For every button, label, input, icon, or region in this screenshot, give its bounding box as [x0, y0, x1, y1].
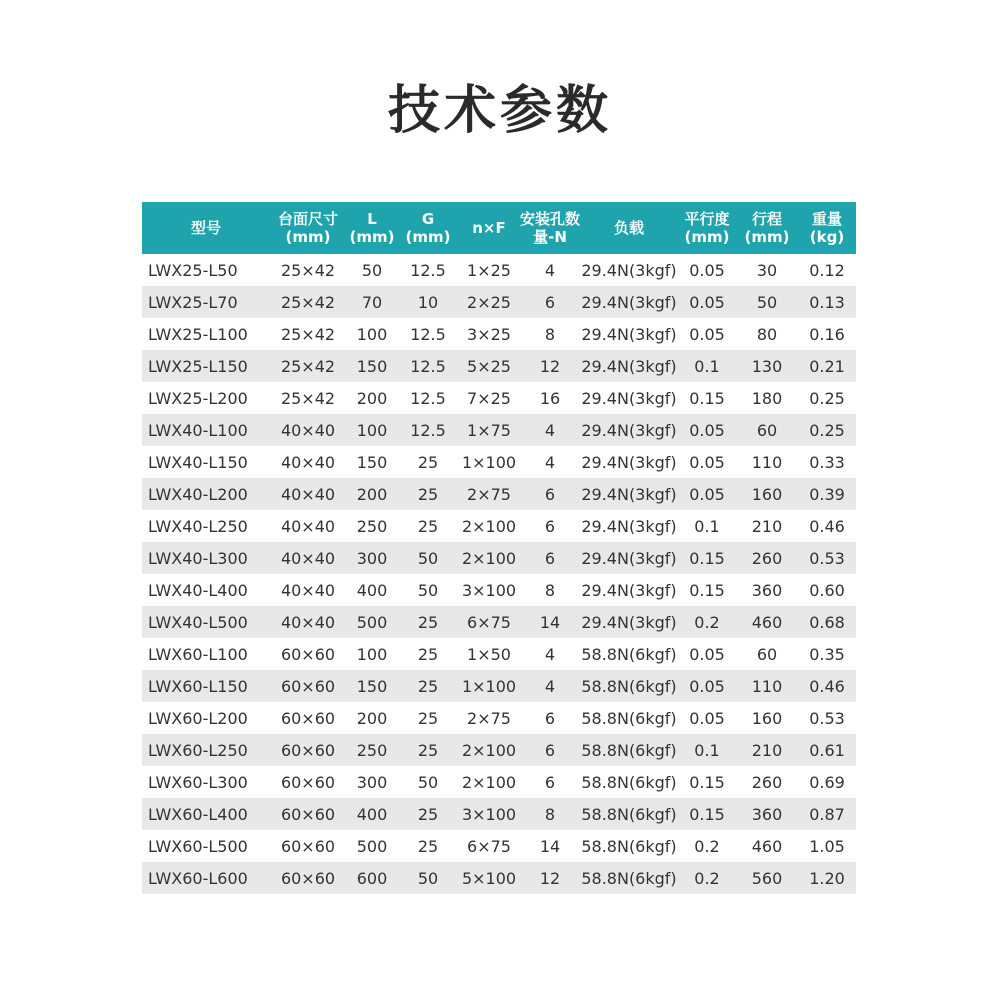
- cell-parallelism: 0.05: [678, 446, 736, 478]
- table-header-row: [142, 202, 856, 254]
- cell-length: 100: [346, 638, 398, 670]
- cell-stroke: 360: [736, 798, 798, 830]
- cell-load: 29.4N(3kgf): [580, 574, 678, 606]
- cell-model: LWX60-L500: [142, 830, 270, 862]
- cell-load: 29.4N(3kgf): [580, 350, 678, 382]
- cell-load: 58.8N(6kgf): [580, 734, 678, 766]
- cell-load: 29.4N(3kgf): [580, 446, 678, 478]
- cell-table-size: 40×40: [270, 478, 346, 510]
- cell-stroke: 210: [736, 510, 798, 542]
- cell-stroke: 180: [736, 382, 798, 414]
- cell-table-size: 60×60: [270, 638, 346, 670]
- cell-table-size: 25×42: [270, 286, 346, 318]
- cell-table-size: 25×42: [270, 350, 346, 382]
- cell-model: LWX40-L300: [142, 542, 270, 574]
- header-stroke: [736, 202, 798, 254]
- cell-length: 150: [346, 670, 398, 702]
- cell-table-size: 60×60: [270, 702, 346, 734]
- cell-weight: 0.35: [798, 638, 856, 670]
- header-hole-count: [520, 202, 580, 254]
- cell-hole-count: 4: [520, 670, 580, 702]
- cell-stroke: 210: [736, 734, 798, 766]
- cell-hole-count: 6: [520, 734, 580, 766]
- cell-stroke: 260: [736, 766, 798, 798]
- cell-hole-count: 6: [520, 702, 580, 734]
- cell-model: LWX60-L600: [142, 862, 270, 894]
- cell-hole-count: 6: [520, 478, 580, 510]
- cell-table-size: 60×60: [270, 862, 346, 894]
- cell-parallelism: 0.05: [678, 478, 736, 510]
- cell-length: 100: [346, 414, 398, 446]
- cell-table-size: 40×40: [270, 510, 346, 542]
- table-row: [142, 510, 856, 542]
- cell-parallelism: 0.1: [678, 734, 736, 766]
- cell-hole-spacing: 6×75: [458, 606, 520, 638]
- cell-hole-spacing: 1×100: [458, 670, 520, 702]
- cell-model: LWX25-L200: [142, 382, 270, 414]
- cell-table-size: 60×60: [270, 734, 346, 766]
- cell-length: 500: [346, 606, 398, 638]
- cell-hole-spacing: 2×25: [458, 286, 520, 318]
- header-g: [398, 202, 458, 254]
- cell-parallelism: 0.2: [678, 606, 736, 638]
- table-row: [142, 702, 856, 734]
- cell-length: 100: [346, 318, 398, 350]
- cell-load: 29.4N(3kgf): [580, 606, 678, 638]
- cell-table-size: 40×40: [270, 446, 346, 478]
- cell-length: 300: [346, 766, 398, 798]
- cell-weight: 0.46: [798, 510, 856, 542]
- header-label: 负载: [613, 219, 644, 237]
- cell-model: LWX40-L200: [142, 478, 270, 510]
- cell-model: LWX60-L400: [142, 798, 270, 830]
- cell-hole-count: 4: [520, 446, 580, 478]
- cell-parallelism: 0.05: [678, 702, 736, 734]
- cell-hole-count: 8: [520, 798, 580, 830]
- cell-length: 50: [346, 254, 398, 286]
- cell-weight: 0.25: [798, 414, 856, 446]
- cell-model: LWX40-L150: [142, 446, 270, 478]
- cell-g: 50: [398, 542, 458, 574]
- cell-stroke: 130: [736, 350, 798, 382]
- cell-stroke: 60: [736, 638, 798, 670]
- cell-model: LWX60-L150: [142, 670, 270, 702]
- cell-stroke: 50: [736, 286, 798, 318]
- cell-length: 400: [346, 798, 398, 830]
- header-hole-spacing: [458, 202, 520, 254]
- cell-table-size: 60×60: [270, 830, 346, 862]
- cell-weight: 0.25: [798, 382, 856, 414]
- cell-weight: 0.46: [798, 670, 856, 702]
- cell-hole-count: 8: [520, 574, 580, 606]
- cell-model: LWX60-L100: [142, 638, 270, 670]
- cell-length: 150: [346, 350, 398, 382]
- cell-hole-spacing: 1×50: [458, 638, 520, 670]
- cell-g: 25: [398, 510, 458, 542]
- cell-weight: 0.69: [798, 766, 856, 798]
- cell-parallelism: 0.15: [678, 798, 736, 830]
- cell-table-size: 25×42: [270, 318, 346, 350]
- table-row: [142, 542, 856, 574]
- header-label: 台面尺寸: [277, 210, 338, 228]
- cell-parallelism: 0.15: [678, 382, 736, 414]
- table-row: [142, 670, 856, 702]
- cell-load: 58.8N(6kgf): [580, 798, 678, 830]
- cell-hole-spacing: 2×75: [458, 478, 520, 510]
- cell-load: 58.8N(6kgf): [580, 766, 678, 798]
- cell-model: LWX40-L400: [142, 574, 270, 606]
- cell-g: 12.5: [398, 254, 458, 286]
- table-row: [142, 350, 856, 382]
- header-label: 行程: [751, 210, 782, 228]
- cell-parallelism: 0.2: [678, 830, 736, 862]
- header-parallelism: [678, 202, 736, 254]
- cell-weight: 0.61: [798, 734, 856, 766]
- table-row: [142, 478, 856, 510]
- cell-model: LWX40-L500: [142, 606, 270, 638]
- table-row: [142, 318, 856, 350]
- cell-g: 25: [398, 830, 458, 862]
- header-unit: (mm): [349, 228, 395, 246]
- cell-table-size: 60×60: [270, 798, 346, 830]
- cell-load: 58.8N(6kgf): [580, 670, 678, 702]
- cell-load: 29.4N(3kgf): [580, 318, 678, 350]
- table-row: [142, 414, 856, 446]
- cell-load: 58.8N(6kgf): [580, 830, 678, 862]
- cell-load: 29.4N(3kgf): [580, 542, 678, 574]
- cell-weight: 1.20: [798, 862, 856, 894]
- cell-hole-spacing: 2×100: [458, 542, 520, 574]
- header-unit: (mm): [285, 228, 331, 246]
- cell-weight: 0.21: [798, 350, 856, 382]
- cell-parallelism: 0.05: [678, 286, 736, 318]
- cell-length: 200: [346, 382, 398, 414]
- cell-load: 29.4N(3kgf): [580, 254, 678, 286]
- table-row: [142, 606, 856, 638]
- cell-model: LWX40-L250: [142, 510, 270, 542]
- header-unit: (mm): [744, 228, 790, 246]
- cell-load: 29.4N(3kgf): [580, 414, 678, 446]
- cell-load: 29.4N(3kgf): [580, 286, 678, 318]
- header-unit: (mm): [684, 228, 730, 246]
- cell-g: 25: [398, 670, 458, 702]
- header-table-size: [270, 202, 346, 254]
- cell-g: 25: [398, 702, 458, 734]
- cell-hole-count: 8: [520, 318, 580, 350]
- cell-length: 200: [346, 478, 398, 510]
- table-row: [142, 766, 856, 798]
- cell-hole-count: 16: [520, 382, 580, 414]
- cell-hole-spacing: 6×75: [458, 830, 520, 862]
- cell-length: 70: [346, 286, 398, 318]
- cell-length: 300: [346, 542, 398, 574]
- cell-g: 50: [398, 862, 458, 894]
- cell-hole-count: 4: [520, 254, 580, 286]
- header-unit: (mm): [405, 228, 451, 246]
- cell-model: LWX60-L200: [142, 702, 270, 734]
- cell-g: 25: [398, 798, 458, 830]
- cell-weight: 0.87: [798, 798, 856, 830]
- cell-table-size: 40×40: [270, 606, 346, 638]
- cell-model: LWX60-L300: [142, 766, 270, 798]
- cell-hole-count: 6: [520, 766, 580, 798]
- cell-stroke: 160: [736, 478, 798, 510]
- header-label: G: [421, 210, 435, 228]
- table-body: [142, 254, 856, 894]
- cell-hole-count: 6: [520, 510, 580, 542]
- cell-stroke: 560: [736, 862, 798, 894]
- header-label: L: [367, 210, 377, 228]
- cell-g: 12.5: [398, 382, 458, 414]
- cell-hole-count: 6: [520, 286, 580, 318]
- cell-weight: 0.53: [798, 542, 856, 574]
- cell-model: LWX25-L150: [142, 350, 270, 382]
- cell-model: LWX60-L250: [142, 734, 270, 766]
- table-row: [142, 638, 856, 670]
- header-label: n×F: [472, 219, 506, 237]
- cell-length: 250: [346, 510, 398, 542]
- cell-table-size: 25×42: [270, 254, 346, 286]
- cell-g: 25: [398, 734, 458, 766]
- cell-stroke: 260: [736, 542, 798, 574]
- cell-hole-count: 4: [520, 414, 580, 446]
- cell-stroke: 80: [736, 318, 798, 350]
- cell-hole-spacing: 2×100: [458, 510, 520, 542]
- cell-g: 25: [398, 606, 458, 638]
- table-row: [142, 382, 856, 414]
- cell-g: 10: [398, 286, 458, 318]
- cell-table-size: 25×42: [270, 382, 346, 414]
- cell-weight: 0.12: [798, 254, 856, 286]
- cell-parallelism: 0.05: [678, 318, 736, 350]
- cell-parallelism: 0.1: [678, 510, 736, 542]
- header-unit: 量-N: [533, 228, 567, 246]
- table-row: [142, 574, 856, 606]
- cell-table-size: 40×40: [270, 414, 346, 446]
- header-weight: [798, 202, 856, 254]
- cell-load: 29.4N(3kgf): [580, 478, 678, 510]
- cell-stroke: 460: [736, 606, 798, 638]
- cell-hole-spacing: 7×25: [458, 382, 520, 414]
- cell-hole-count: 12: [520, 862, 580, 894]
- table-row: [142, 254, 856, 286]
- cell-g: 50: [398, 574, 458, 606]
- cell-table-size: 60×60: [270, 670, 346, 702]
- cell-hole-spacing: 2×100: [458, 734, 520, 766]
- cell-weight: 0.53: [798, 702, 856, 734]
- cell-weight: 0.16: [798, 318, 856, 350]
- cell-g: 12.5: [398, 414, 458, 446]
- cell-hole-count: 14: [520, 830, 580, 862]
- table-row: [142, 798, 856, 830]
- header-label: 安装孔数: [520, 210, 581, 228]
- header-label: 型号: [190, 219, 221, 237]
- cell-length: 600: [346, 862, 398, 894]
- cell-hole-spacing: 2×100: [458, 766, 520, 798]
- cell-hole-spacing: 1×75: [458, 414, 520, 446]
- cell-weight: 0.33: [798, 446, 856, 478]
- cell-parallelism: 0.2: [678, 862, 736, 894]
- cell-weight: 1.05: [798, 830, 856, 862]
- cell-load: 58.8N(6kgf): [580, 638, 678, 670]
- cell-hole-count: 14: [520, 606, 580, 638]
- cell-g: 12.5: [398, 318, 458, 350]
- cell-hole-count: 4: [520, 638, 580, 670]
- cell-table-size: 40×40: [270, 574, 346, 606]
- cell-hole-count: 6: [520, 542, 580, 574]
- cell-weight: 0.60: [798, 574, 856, 606]
- cell-hole-spacing: 1×25: [458, 254, 520, 286]
- cell-weight: 0.13: [798, 286, 856, 318]
- cell-hole-count: 12: [520, 350, 580, 382]
- cell-hole-spacing: 3×25: [458, 318, 520, 350]
- cell-hole-spacing: 3×100: [458, 798, 520, 830]
- table-row: [142, 862, 856, 894]
- header-load: [580, 202, 678, 254]
- table-row: [142, 734, 856, 766]
- cell-load: 58.8N(6kgf): [580, 702, 678, 734]
- cell-stroke: 460: [736, 830, 798, 862]
- cell-parallelism: 0.05: [678, 414, 736, 446]
- cell-parallelism: 0.15: [678, 574, 736, 606]
- cell-parallelism: 0.15: [678, 766, 736, 798]
- page-title: 技术参数: [387, 81, 612, 141]
- cell-load: 58.8N(6kgf): [580, 862, 678, 894]
- header-model: [142, 202, 270, 254]
- cell-model: LWX25-L100: [142, 318, 270, 350]
- cell-stroke: 110: [736, 670, 798, 702]
- header-length: [346, 202, 398, 254]
- cell-hole-spacing: 5×25: [458, 350, 520, 382]
- cell-parallelism: 0.05: [678, 254, 736, 286]
- cell-g: 25: [398, 638, 458, 670]
- cell-table-size: 40×40: [270, 542, 346, 574]
- table-row: [142, 830, 856, 862]
- cell-model: LWX25-L50: [142, 254, 270, 286]
- cell-g: 50: [398, 766, 458, 798]
- cell-stroke: 30: [736, 254, 798, 286]
- cell-hole-spacing: 3×100: [458, 574, 520, 606]
- cell-weight: 0.68: [798, 606, 856, 638]
- cell-stroke: 160: [736, 702, 798, 734]
- cell-length: 150: [346, 446, 398, 478]
- spec-table: [142, 202, 856, 894]
- cell-hole-spacing: 5×100: [458, 862, 520, 894]
- cell-length: 200: [346, 702, 398, 734]
- cell-g: 25: [398, 446, 458, 478]
- cell-load: 29.4N(3kgf): [580, 382, 678, 414]
- cell-stroke: 360: [736, 574, 798, 606]
- cell-model: LWX40-L100: [142, 414, 270, 446]
- cell-parallelism: 0.1: [678, 350, 736, 382]
- cell-g: 25: [398, 478, 458, 510]
- header-label: 重量: [811, 210, 842, 228]
- cell-stroke: 60: [736, 414, 798, 446]
- cell-length: 500: [346, 830, 398, 862]
- header-unit: (kg): [809, 228, 845, 246]
- header-label: 平行度: [684, 210, 730, 228]
- cell-length: 400: [346, 574, 398, 606]
- cell-stroke: 110: [736, 446, 798, 478]
- cell-weight: 0.39: [798, 478, 856, 510]
- cell-table-size: 60×60: [270, 766, 346, 798]
- cell-load: 29.4N(3kgf): [580, 510, 678, 542]
- cell-hole-spacing: 1×100: [458, 446, 520, 478]
- table-row: [142, 286, 856, 318]
- cell-model: LWX25-L70: [142, 286, 270, 318]
- cell-g: 12.5: [398, 350, 458, 382]
- table-row: [142, 446, 856, 478]
- cell-length: 250: [346, 734, 398, 766]
- cell-parallelism: 0.05: [678, 670, 736, 702]
- cell-parallelism: 0.05: [678, 638, 736, 670]
- cell-hole-spacing: 2×75: [458, 702, 520, 734]
- cell-parallelism: 0.15: [678, 542, 736, 574]
